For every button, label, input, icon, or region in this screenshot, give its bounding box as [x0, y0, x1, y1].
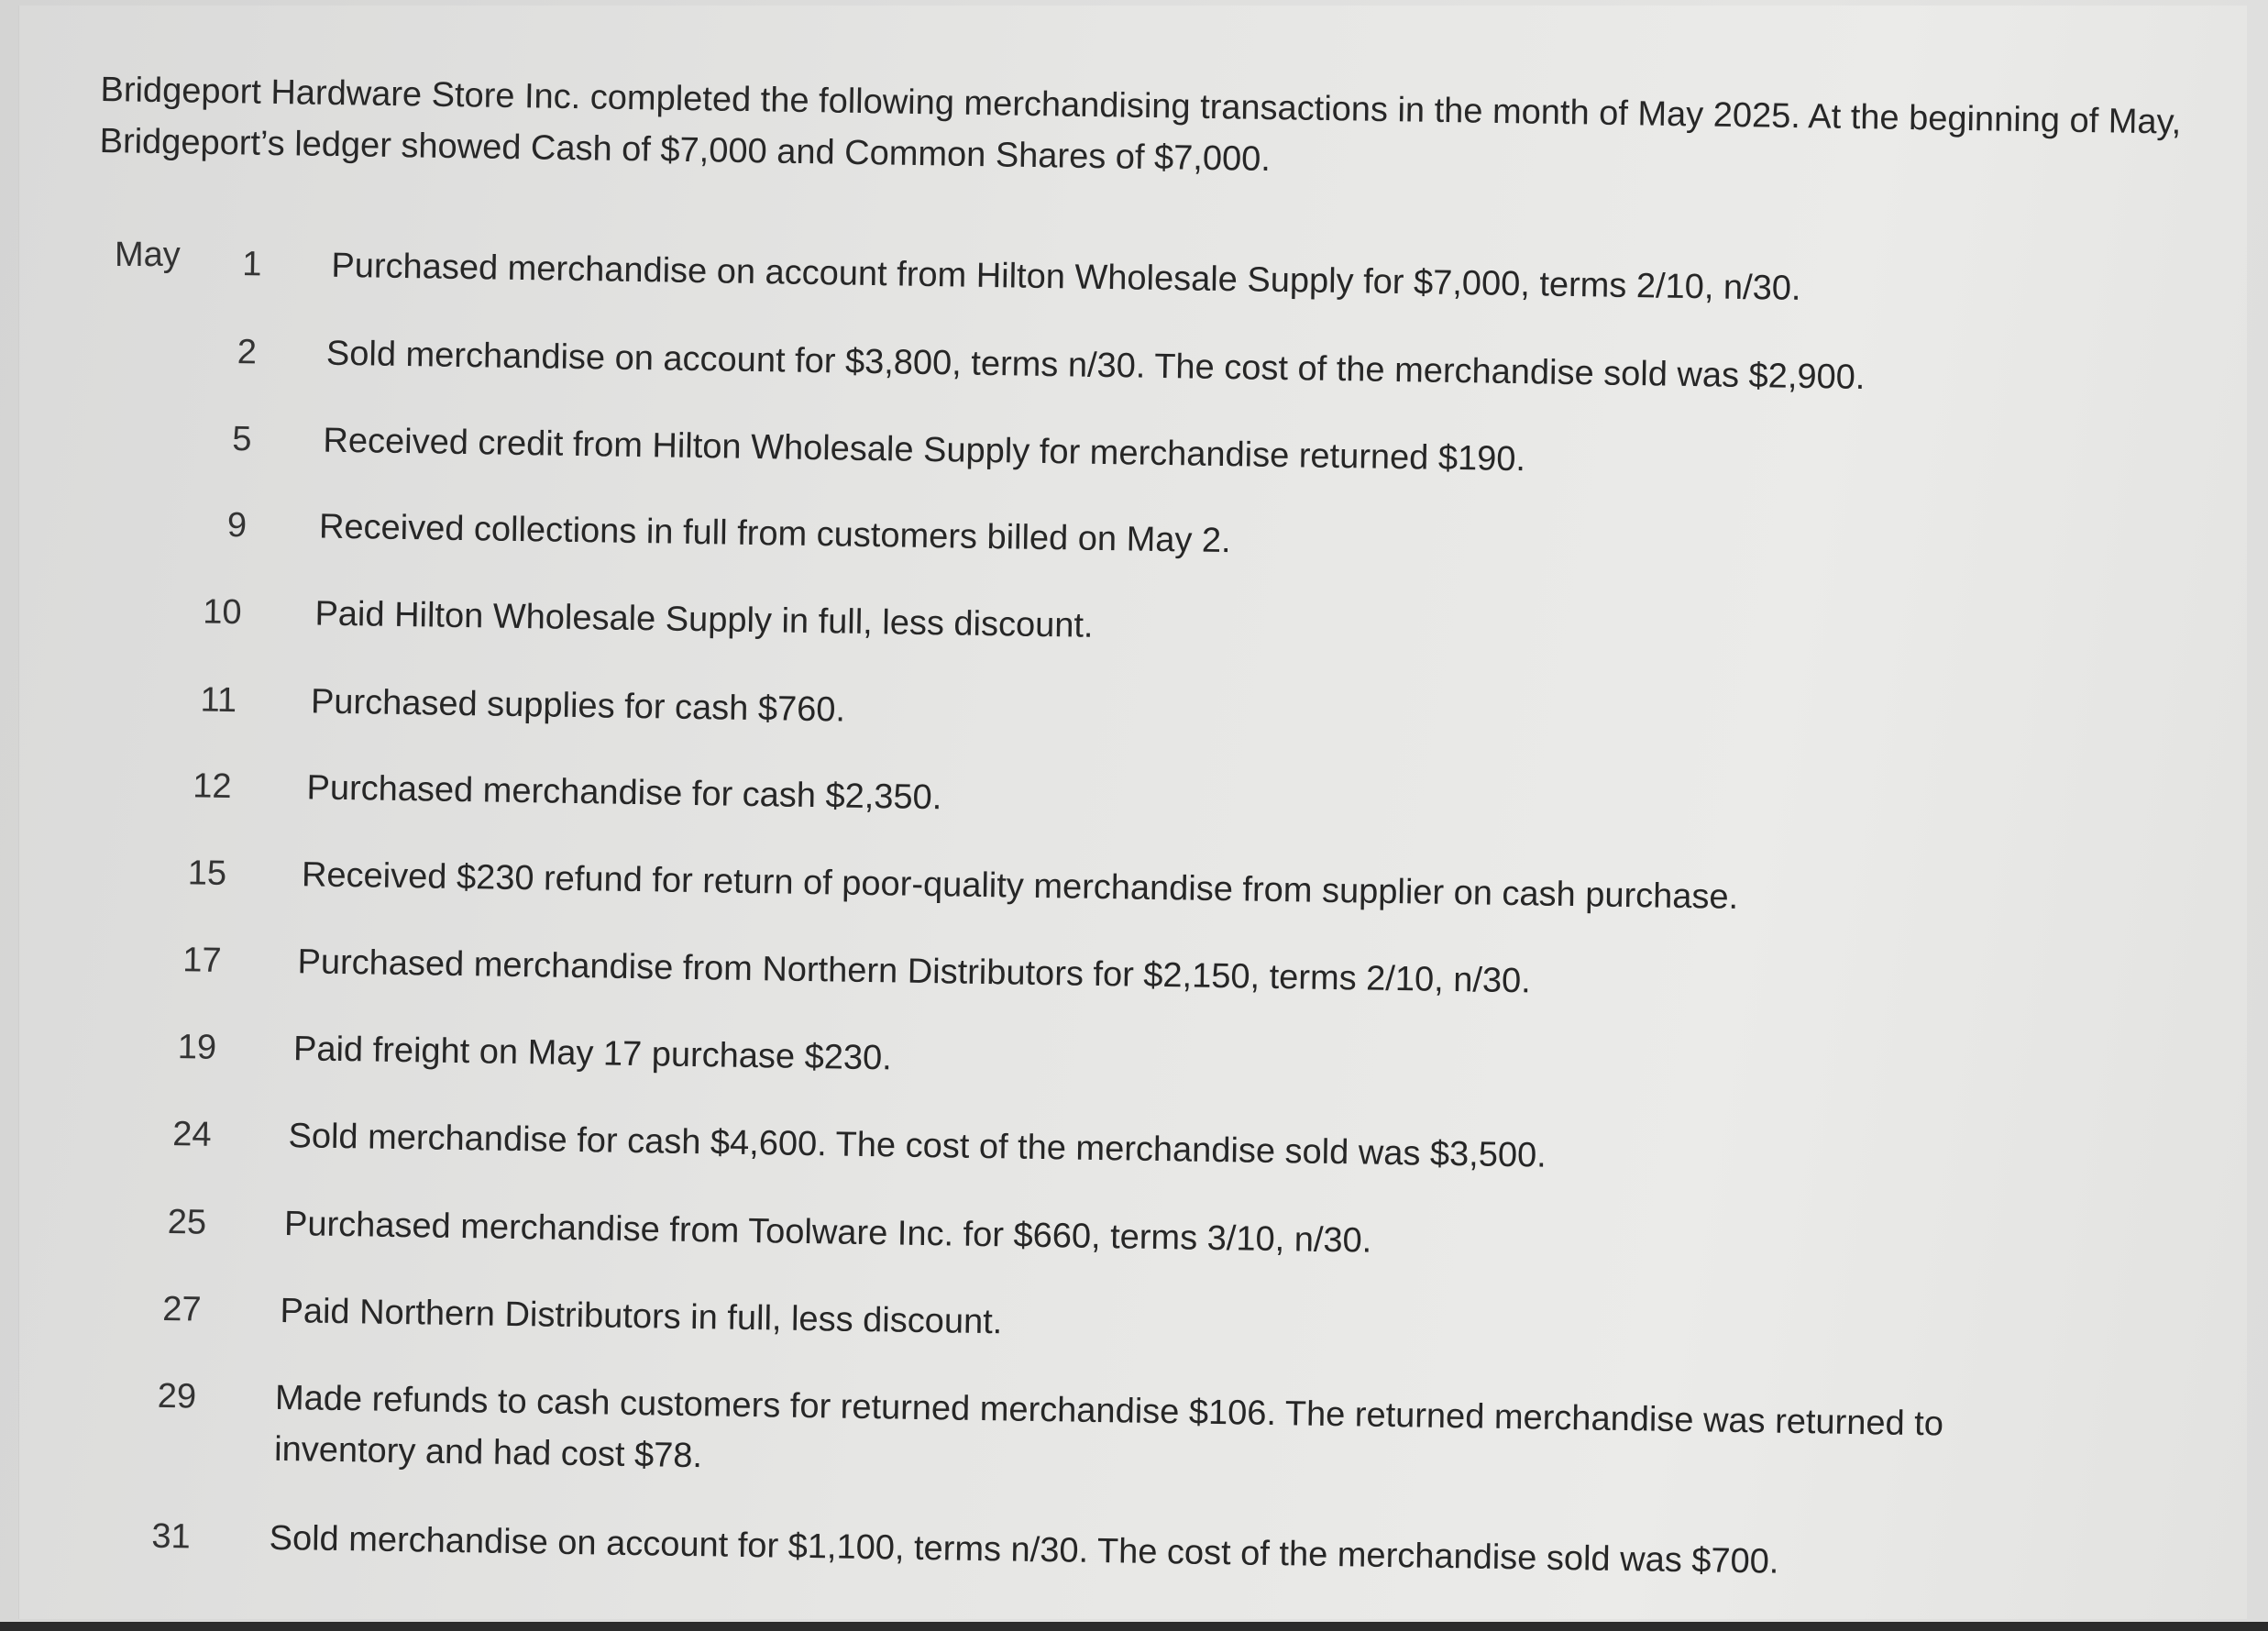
transaction-day: 17	[182, 941, 222, 980]
transaction-day: 24	[171, 1115, 212, 1154]
transaction-day: 5	[232, 420, 252, 459]
transaction-text: Sold merchandise on account for $1,100, terms n/30. The cost of the merchandise sold was $700.	[269, 1518, 1779, 1581]
transaction-text: Purchased merchandise on account from Hilton Wholesale Supply for $7,000, terms 2/10, n/30.	[331, 246, 1801, 308]
screen-bottom-edge	[0, 1622, 2268, 1631]
transaction-text: Paid freight on May 17 purchase $230.	[292, 1030, 893, 1078]
transaction-day: 12	[192, 766, 232, 807]
transaction-text: Made refunds to cash customers for returned merchandise $106. The returned merchandise was returned to inventory and had cost $78.	[273, 1378, 1944, 1476]
transaction-day: 2	[237, 333, 258, 372]
transaction-day: 31	[151, 1516, 192, 1557]
transaction-day: 27	[161, 1289, 202, 1329]
transaction-text: Received credit from Hilton Wholesale Supply for merchandise returned $190.	[323, 421, 1526, 479]
transaction-text: Paid Northern Distributors in full, less discount.	[280, 1291, 1003, 1342]
transaction-text: Paid Hilton Wholesale Supply in full, less discount.	[314, 594, 1094, 645]
transaction-text: Received $230 refund for return of poor-quality merchandise from supplier on cash purchase.	[301, 855, 1739, 917]
problem-intro: Bridgeport Hardware Store Inc. completed the following merchandising transactions in the month of May 2025. At the beginning of May, Bridgeport’s ledger showed Cash of $7,000 and Common Shares of $7,000.	[99, 70, 2182, 180]
transaction-day: 9	[226, 505, 248, 546]
transaction-text: Sold merchandise for cash $4,600. The cost of the merchandise sold was $3,500.	[288, 1117, 1547, 1175]
transaction-text: Purchased merchandise from Northern Distributors for $2,150, terms 2/10, n/30.	[297, 942, 1532, 1001]
month-label: May	[115, 236, 181, 274]
transaction-day: 29	[157, 1376, 197, 1416]
transaction-text: Purchased supplies for cash $760.	[310, 682, 846, 730]
transaction-text: Purchased merchandise from Toolware Inc. for $660, terms 3/10, n/30.	[283, 1205, 1372, 1261]
transaction-day: 19	[177, 1028, 217, 1067]
transaction-day: 15	[187, 854, 227, 893]
transaction-text: Purchased merchandise for cash $2,350.	[306, 768, 942, 818]
transaction-day: 1	[242, 245, 262, 284]
transaction-day: 25	[167, 1203, 207, 1242]
transaction-day: 11	[200, 680, 237, 721]
transaction-text: Sold merchandise on account for $3,800, terms n/30. The cost of the merchandise sold was $2,900.	[325, 334, 1866, 398]
transaction-day: 10	[202, 592, 242, 633]
transaction-text: Received collections in full from customers billed on May 2.	[318, 507, 1231, 561]
